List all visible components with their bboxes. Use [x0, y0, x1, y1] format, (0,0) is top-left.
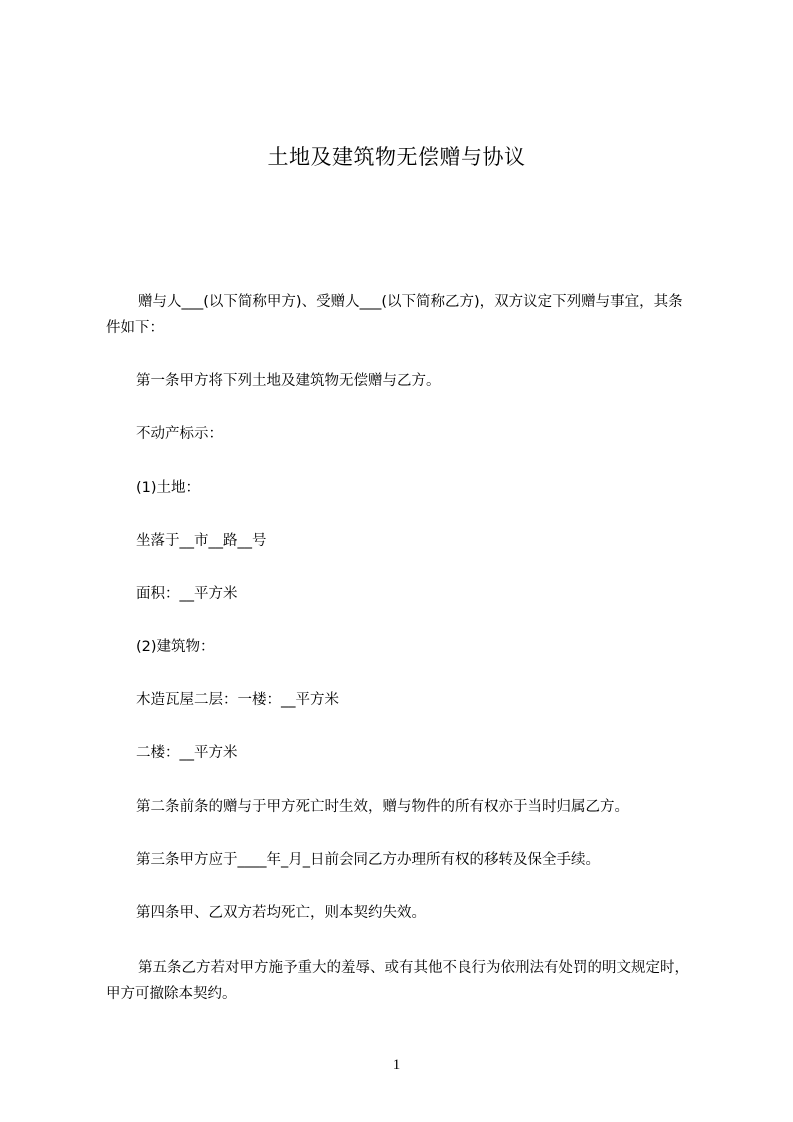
- building-heading: (2)建筑物：: [136, 639, 215, 655]
- building-floor-1: 木造瓦屋二层：一楼：__平方米: [136, 692, 339, 708]
- article-3: 第三条甲方应于____年_月_日前会同乙方办理所有权的移转及保全手续。: [136, 852, 600, 868]
- document-title: 土地及建筑物无偿赠与协议: [267, 145, 526, 169]
- article-1: 第一条甲方将下列土地及建筑物无偿赠与乙方。: [136, 373, 441, 389]
- land-area: 面积：__平方米: [136, 586, 238, 602]
- article-4: 第四条甲、乙双方若均死亡，则本契约失效。: [136, 905, 426, 921]
- building-floor-2: 二楼：__平方米: [136, 745, 238, 761]
- page-number: 1: [392, 1057, 401, 1073]
- intro-paragraph: 赠与人___(以下简称甲方)、受赠人___(以下简称乙方)，双方议定下列赠与事宜，其条件如下：: [106, 294, 683, 336]
- article-5: 第五条乙方若对甲方施予重大的羞辱、或有其他不良行为依刑法有处罚的明文规定时，甲方可撤除本契约。: [106, 960, 689, 1002]
- land-location: 坐落于__市__路__号: [136, 533, 267, 549]
- real-estate-label: 不动产标示：: [136, 426, 223, 442]
- land-heading: (1)土地：: [136, 480, 201, 496]
- article-2: 第二条前条的赠与于甲方死亡时生效，赠与物件的所有权亦于当时归属乙方。: [136, 799, 629, 815]
